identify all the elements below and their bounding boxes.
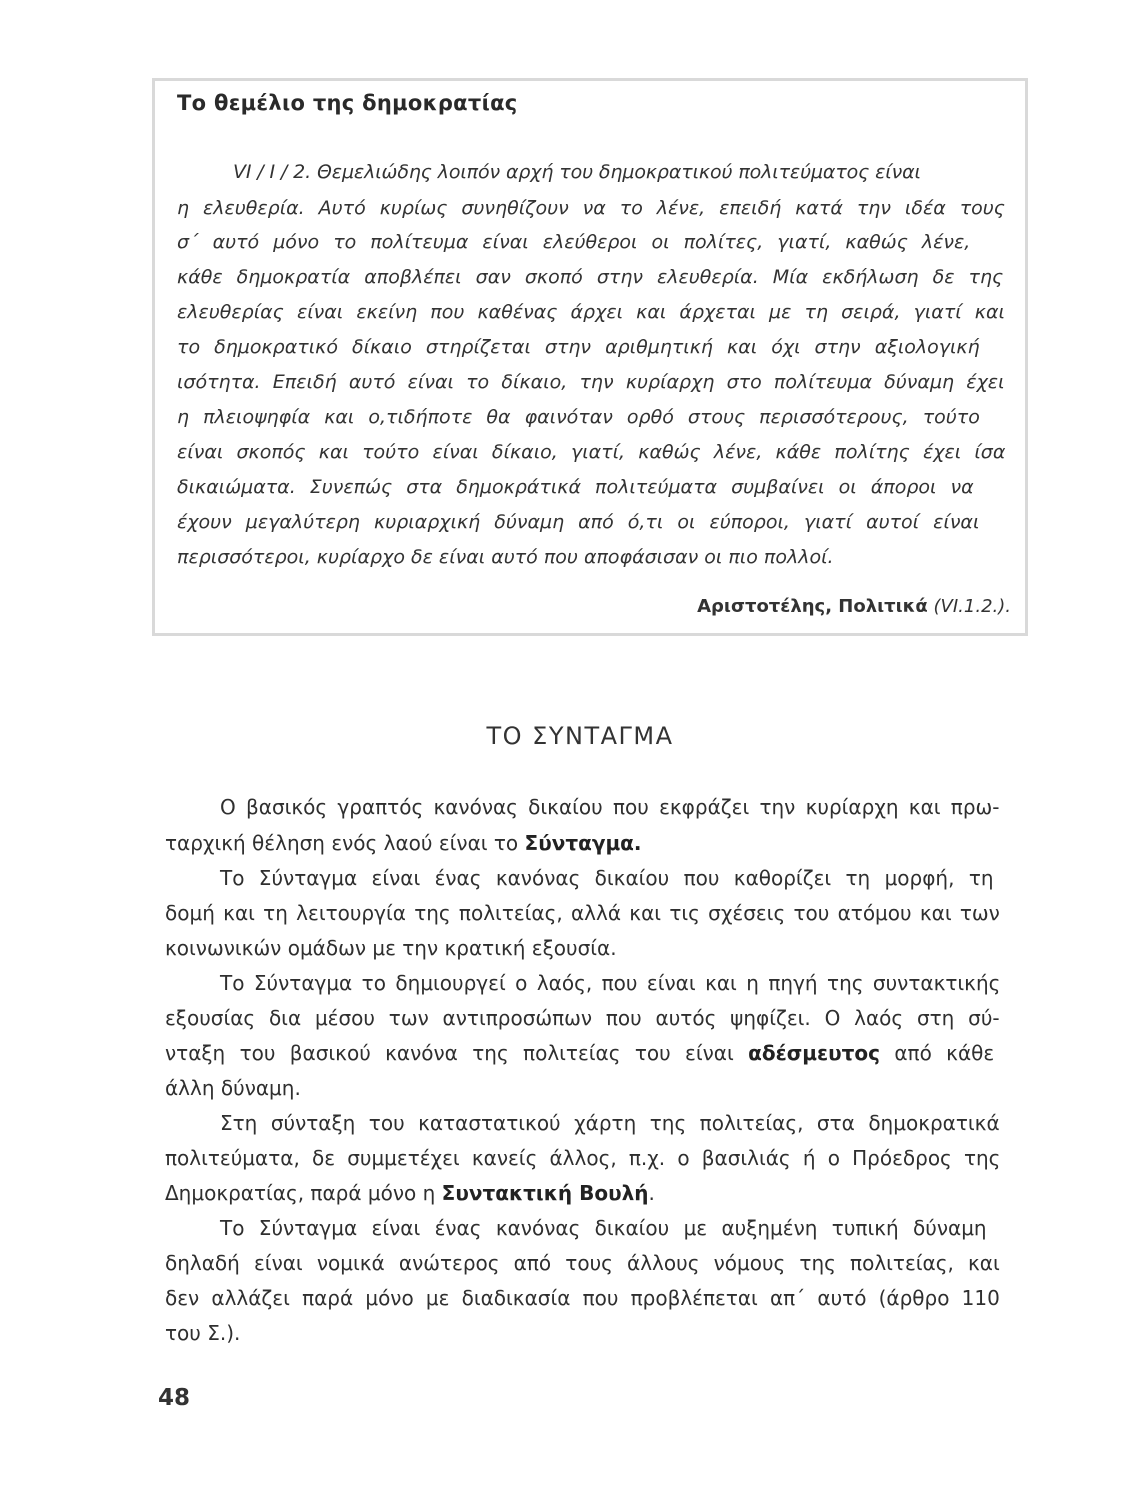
quote-line: η ελευθερία. Αυτό κυρίως συνηθίζουν να το λένε, επειδή κατά την ιδέα τους (177, 197, 1005, 219)
quote-line: δικαιώματα. Συνεπώς στα δημοκράτικά πολιτεύματα συμβαίνει οι άποροι να (177, 476, 974, 498)
quote-line: σ΄ αυτό μόνο το πολίτευμα είναι ελεύθεροι οι πολίτες, γιατί, καθώς λένε, (177, 231, 971, 253)
body-line: Στη σύνταξη του καταστατικού χάρτη της πολιτείας, στα δημοκρατικά (220, 1111, 1000, 1135)
bold-term: αδέσμευτος (748, 1041, 880, 1065)
quote-line: περισσότεροι, κυρίαρχο δε είναι αυτό που αποφάσισαν οι πιο πολλοί. (177, 546, 834, 568)
quote-line: ελευθερίας είναι εκείνη που καθένας άρχει και άρχεται με τη σειρά, γιατί και (177, 301, 1005, 323)
quote-title: Το θεμέλιο της δημοκρατίας (177, 91, 518, 115)
section-heading: ΤΟ ΣΥΝΤΑΓΜΑ (486, 722, 674, 750)
quote-line: VI / I / 2. Θεμελιώδης λοιπόν αρχή του δημοκρατικού πολιτεύματος είναι (233, 161, 921, 183)
body-line: δεν αλλάζει παρά μόνο με διαδικασία που προβλέπεται απ΄ αυτό (άρθρο 110 (165, 1286, 1000, 1310)
body-line: δομή και τη λειτουργία της πολιτείας, αλλά και τις σχέσεις του ατόμου και των (165, 901, 1000, 925)
quote-line: είναι σκοπός και τούτο είναι δίκαιο, γιατί, καθώς λένε, κάθε πολίτης έχει ίσα (177, 441, 1006, 463)
body-line: Το Σύνταγμα το δημιουργεί ο λαός, που είναι και η πηγή της συντακτικής (220, 971, 1001, 995)
bold-term: Σύνταγμα. (524, 831, 642, 855)
quote-line: κάθε δημοκρατία αποβλέπει σαν σκοπό στην ελευθερία. Μία εκδήλωση δε της (177, 266, 1004, 288)
quote-box (152, 78, 1028, 636)
body-line: πολιτεύματα, δε συμμετέχει κανείς άλλος, π.χ. ο βασιλιάς ή ο Πρόεδρος της (165, 1146, 1001, 1170)
attribution-reference: (VI.1.2.). (933, 596, 1011, 617)
body-line: κοινωνικών ομάδων με την κρατική εξουσία. (165, 936, 617, 960)
body-line: δηλαδή είναι νομικά ανώτερος από τους άλλους νόμους της πολιτείας, και (165, 1251, 1000, 1275)
page-number: 48 (158, 1385, 191, 1411)
bold-term: Συντακτική Βουλή (441, 1181, 649, 1205)
quote-line: έχουν μεγαλύτερη κυριαρχική δύναμη από ό,τι οι εύποροι, γιατί αυτοί είναι (177, 511, 980, 533)
quote-attribution (697, 596, 1011, 617)
body-line: εξουσίας δια μέσου των αντιπροσώπων που αυτός ψηφίζει. Ο λαός στη σύ- (165, 1006, 1000, 1030)
body-line: ταρχική θέληση ενός λαού είναι το Σύνταγμα. (165, 831, 642, 855)
body-line: άλλη δύναμη. (165, 1076, 301, 1100)
body-line: του Σ.). (165, 1321, 241, 1345)
body-line: Ο βασικός γραπτός κανόνας δικαίου που εκφράζει την κυρίαρχη και πρω- (220, 795, 1000, 819)
body-line: Δημοκρατίας, παρά μόνο η Συντακτική Βουλή. (165, 1181, 655, 1205)
quote-line: ισότητα. Επειδή αυτό είναι το δίκαιο, την κυρίαρχη στο πολίτευμα δύναμη έχει (177, 371, 1005, 393)
quote-line: το δημοκρατικό δίκαιο στηρίζεται στην αριθμητική και όχι στην αξιολογική (177, 336, 980, 358)
attribution-author: Αριστοτέλης, Πολιτικά (697, 596, 928, 617)
body-line: Το Σύνταγμα είναι ένας κανόνας δικαίου με αυξημένη τυπική δύναμη (220, 1216, 987, 1240)
body-line: νταξη του βασικού κανόνα της πολιτείας του είναι αδέσμευτος από κάθε (165, 1041, 995, 1065)
body-line: Το Σύνταγμα είναι ένας κανόνας δικαίου που καθορίζει τη μορφή, τη (220, 866, 994, 890)
quote-line: η πλειοψηφία και ο,τιδήποτε θα φαινόταν ορθό στους περισσότερους, τούτο (177, 406, 980, 428)
